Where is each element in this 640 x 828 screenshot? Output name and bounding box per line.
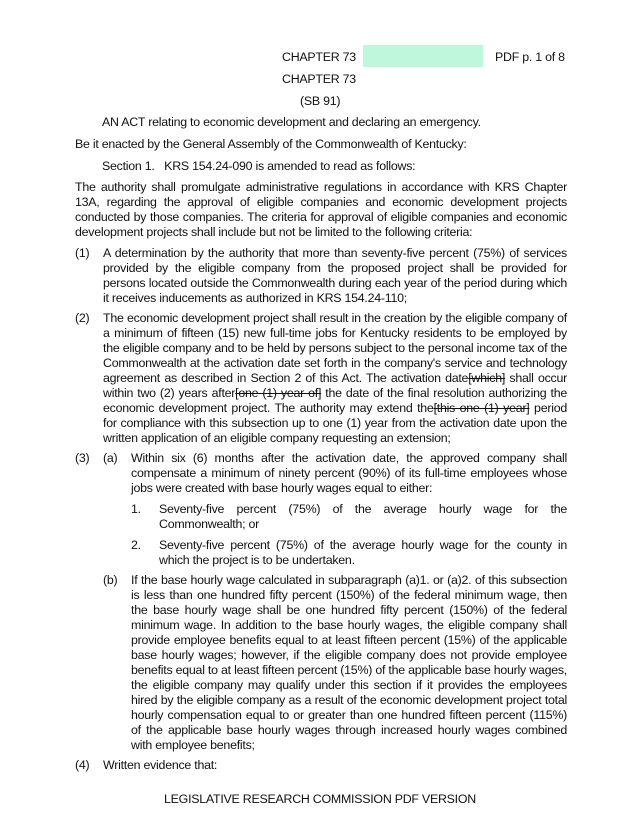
item-number: (1) (75, 246, 90, 260)
point-text: Seventy-five percent (75%) of the average hourly wage for the county in which the project is to be undertaken. (159, 538, 567, 567)
enacting-clause: Be it enacted by the General Assembly of the Commonwealth of Kentucky: (75, 137, 467, 151)
item-text: Written evidence that: (103, 758, 218, 772)
section-heading: Section 1. KRS 154.24-090 is amended to read as follows: (102, 159, 416, 173)
intro-paragraph: The authority shall promulgate administrative regulations in accordance with KRS Chapter 13A, regarding the approval of eligible companies and economic development projects conducted by those companies. The criteria for approval of eligible companies and economic development projects shall include but not be limited to the following criteria: (75, 180, 567, 239)
item-number: (3) (75, 451, 90, 465)
subitem-text: Within six (6) months after the activation date, the approved company shall compensate a minimum of ninety percent (90%) of its full-time employees whose jobs were created with base hourly wages equal to either: (131, 451, 567, 495)
text-segment: The economic development project shall result in the creation by the eligible company of a minimum of fifteen (15) new full-time jobs for Kentucky residents to be employed by the eligible company and to be held by persons subject to the personal income tax of the Commonwealth at the activation date set forth in the company's service and technology agreement as described in Section 2 of this Act. The activation date (103, 311, 567, 385)
deleted-text: [one (1) year of] (235, 386, 322, 400)
bill-number: (SB 91) (300, 94, 341, 108)
deleted-text: [this one (1) year] (433, 401, 530, 415)
text-segment: shall occur within two (2) years after (103, 371, 567, 400)
item-number: (4) (75, 758, 90, 772)
page-indicator: PDF p. 1 of 8 (495, 50, 565, 64)
act-title: AN ACT relating to economic development and declaring an emergency. (102, 115, 481, 129)
point-text: Seventy-five percent (75%) of the average hourly wage for the Commonwealth; or (159, 502, 567, 531)
subitem-label: (b) (103, 573, 118, 587)
text-segment: period for compliance with this subsection up to one (1) year from the activation date upon the written application of an eligible company requesting an extension; (103, 401, 567, 445)
chapter-title: CHAPTER 73 (282, 72, 356, 86)
text-segment: the date of the final resolution authorizing the economic development project. The authority may extend the (103, 386, 567, 415)
subitem-label: (a) (103, 451, 118, 465)
item-number: (2) (75, 311, 90, 325)
page-footer: LEGISLATIVE RESEARCH COMMISSION PDF VERSION (164, 792, 476, 806)
highlight-box (363, 45, 483, 67)
item-text: A determination by the authority that more than seventy-five percent (75%) of services provided by the eligible company from the proposed project shall be provided for persons located outside the Commonwealth during each year of the period during which it receives inducements as authorized in KRS 154.24-110; (103, 246, 567, 305)
item-text-amended (103, 311, 567, 446)
subitem-text: If the base hourly wage calculated in subparagraph (a)1. or (a)2. of this subsection is less than one hundred fifty percent (150%) of the federal minimum wage, then the base hourly wage shall be one hundred fifty percent (150%) of the federal minimum wage. In addition to the base hourly wages, the eligible company shall provide employee benefits equal to at least fifteen percent (15%) of the applicable base hourly wages; however, if the eligible company does not provide employee benefits equal to at least fifteen percent (15%) of the applicable base hourly wages, the eligible company may qualify under this section if it provides the employees hired by the eligible company as a result of the economic development project total hourly compensation equal to or greater than one hundred fifteen percent (115%) of the applicable base hourly wages through increased hourly wages combined with employee benefits; (131, 573, 567, 752)
point-label: 2. (131, 538, 141, 552)
point-label: 1. (131, 502, 141, 516)
header-chapter-label: CHAPTER 73 (282, 50, 356, 64)
deleted-text: [which] (468, 371, 506, 385)
